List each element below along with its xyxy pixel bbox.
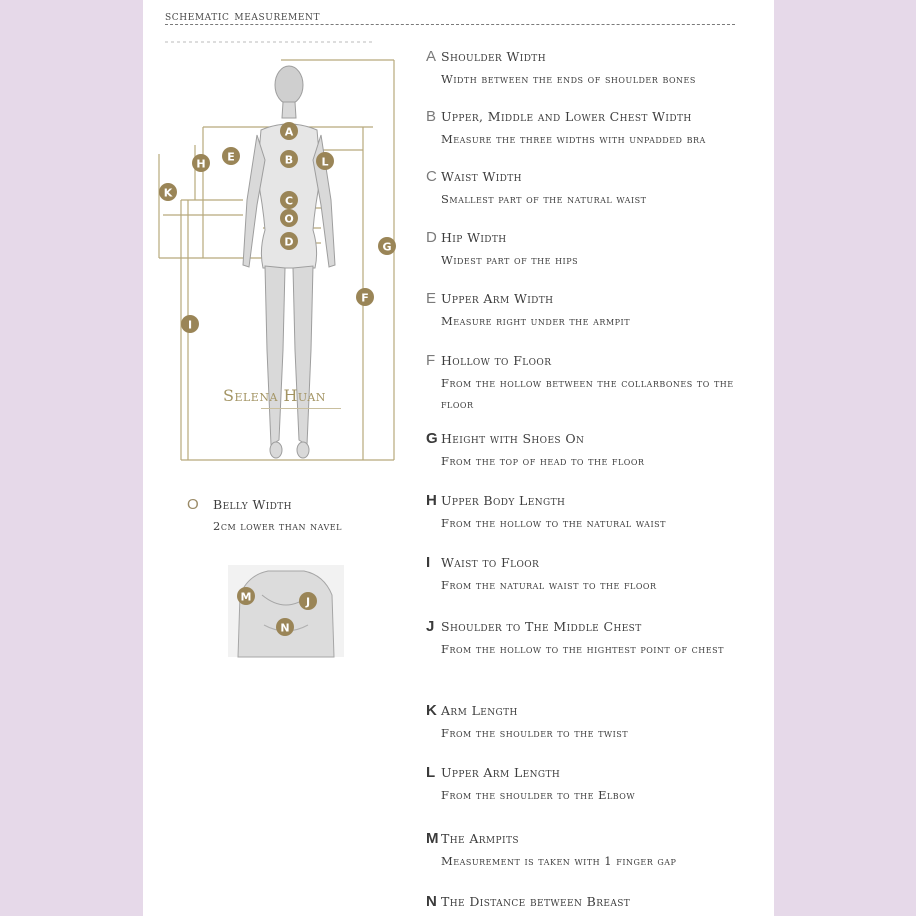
item-letter: B xyxy=(426,108,437,125)
measurement-item-a xyxy=(426,48,771,90)
item-letter: F xyxy=(426,352,436,369)
measurement-item-m xyxy=(426,830,771,872)
item-name: Arm Length xyxy=(441,703,518,718)
marker-c xyxy=(280,191,298,209)
item-letter: A xyxy=(426,48,437,65)
marker-e xyxy=(222,147,240,165)
measurement-item-c xyxy=(426,168,771,210)
marker-f-label: F xyxy=(361,291,369,305)
item-desc: Width between the ends of shoulder bones xyxy=(441,72,696,86)
item-letter: D xyxy=(426,229,437,246)
measurement-item-n xyxy=(426,893,771,910)
marker-e-label: E xyxy=(227,150,235,164)
item-desc: Measure the three widths with unpadded bra xyxy=(441,132,706,146)
item-name: Shoulder Width xyxy=(441,49,546,64)
marker-o-label: O xyxy=(284,212,294,226)
belly-desc: 2cm lower than navel xyxy=(213,519,342,533)
item-letter: H xyxy=(426,492,437,509)
page-title: schematic measurement xyxy=(165,8,321,24)
marker-b xyxy=(280,150,298,168)
item-name: Waist Width xyxy=(441,169,522,184)
item-desc: Measure right under the armpit xyxy=(441,314,631,328)
item-letter: J xyxy=(426,618,435,635)
measurement-sheet xyxy=(143,0,774,916)
marker-m xyxy=(237,587,255,605)
marker-g-label: G xyxy=(382,240,392,254)
item-name: Upper Arm Length xyxy=(441,765,561,780)
item-letter: L xyxy=(426,764,436,781)
item-desc: From the hollow to the hightest point of chest xyxy=(441,642,724,656)
item-name: Height with Shoes On xyxy=(441,431,585,446)
item-letter: I xyxy=(426,554,431,571)
marker-i xyxy=(181,315,199,333)
marker-d-label: D xyxy=(284,235,294,249)
item-desc: From the shoulder to the twist xyxy=(441,726,629,740)
measurement-item-f xyxy=(426,352,771,415)
marker-a-label: A xyxy=(284,125,294,139)
item-desc: From the shoulder to the Elbow xyxy=(441,788,636,802)
measurement-item-k xyxy=(426,702,771,744)
watermark-underline xyxy=(261,408,341,411)
item-letter: K xyxy=(426,702,437,719)
marker-b-label: B xyxy=(284,153,294,167)
measurement-item-b xyxy=(426,108,771,150)
marker-a xyxy=(280,122,298,140)
measurement-item-h xyxy=(426,492,771,534)
measurement-item-g xyxy=(426,430,771,472)
marker-d xyxy=(280,232,298,250)
item-desc: Smallest part of the natural waist xyxy=(441,192,647,206)
marker-g xyxy=(378,237,396,255)
item-desc: Widest part of the hips xyxy=(441,253,579,267)
item-desc: From the natural waist to the floor xyxy=(441,578,657,592)
item-letter: G xyxy=(426,430,438,447)
item-name: The Armpits xyxy=(441,831,519,846)
marker-k-label: K xyxy=(163,186,173,200)
item-name: The Distance between Breast xyxy=(441,894,631,909)
marker-j xyxy=(299,592,317,610)
measurement-item-j xyxy=(426,618,771,660)
marker-h-label: H xyxy=(196,157,206,171)
marker-m-label: M xyxy=(240,590,252,604)
marker-c-label: C xyxy=(284,194,294,208)
item-letter: C xyxy=(426,168,437,185)
belly-letter: O xyxy=(187,496,199,513)
item-name: Upper Arm Width xyxy=(441,291,554,306)
torso-detail xyxy=(228,565,344,657)
item-desc: From the hollow to the natural waist xyxy=(441,516,666,530)
item-letter: E xyxy=(426,290,437,307)
item-name: Shoulder to The Middle Chest xyxy=(441,619,642,634)
belly-width-note xyxy=(187,496,417,537)
item-name: Upper Body Length xyxy=(441,493,566,508)
brand-watermark: Selena Huan xyxy=(223,386,326,405)
measurement-item-l xyxy=(426,764,771,806)
measurement-item-d xyxy=(426,229,771,271)
marker-l xyxy=(316,152,334,170)
item-name: Hip Width xyxy=(441,230,507,245)
marker-h xyxy=(192,154,210,172)
item-letter: M xyxy=(426,830,439,847)
item-desc: Measurement is taken with 1 finger gap xyxy=(441,854,677,868)
item-letter: N xyxy=(426,893,437,910)
item-desc: From the hollow between the collarbones to the floor xyxy=(441,376,734,411)
item-name: Waist to Floor xyxy=(441,555,540,570)
marker-o xyxy=(280,209,298,227)
belly-name: Belly Width xyxy=(213,497,292,512)
measurement-item-e xyxy=(426,290,771,332)
item-desc: From the top of head to the floor xyxy=(441,454,645,468)
item-name: Upper, Middle and Lower Chest Width xyxy=(441,109,692,124)
marker-j-label: J xyxy=(305,595,311,609)
marker-n xyxy=(276,618,294,636)
measurement-item-i xyxy=(426,554,771,596)
marker-i-label: I xyxy=(187,318,193,332)
marker-k xyxy=(159,183,177,201)
marker-l-label: L xyxy=(321,155,329,169)
marker-n-label: N xyxy=(280,621,290,635)
marker-f xyxy=(356,288,374,306)
item-name: Hollow to Floor xyxy=(441,353,552,368)
